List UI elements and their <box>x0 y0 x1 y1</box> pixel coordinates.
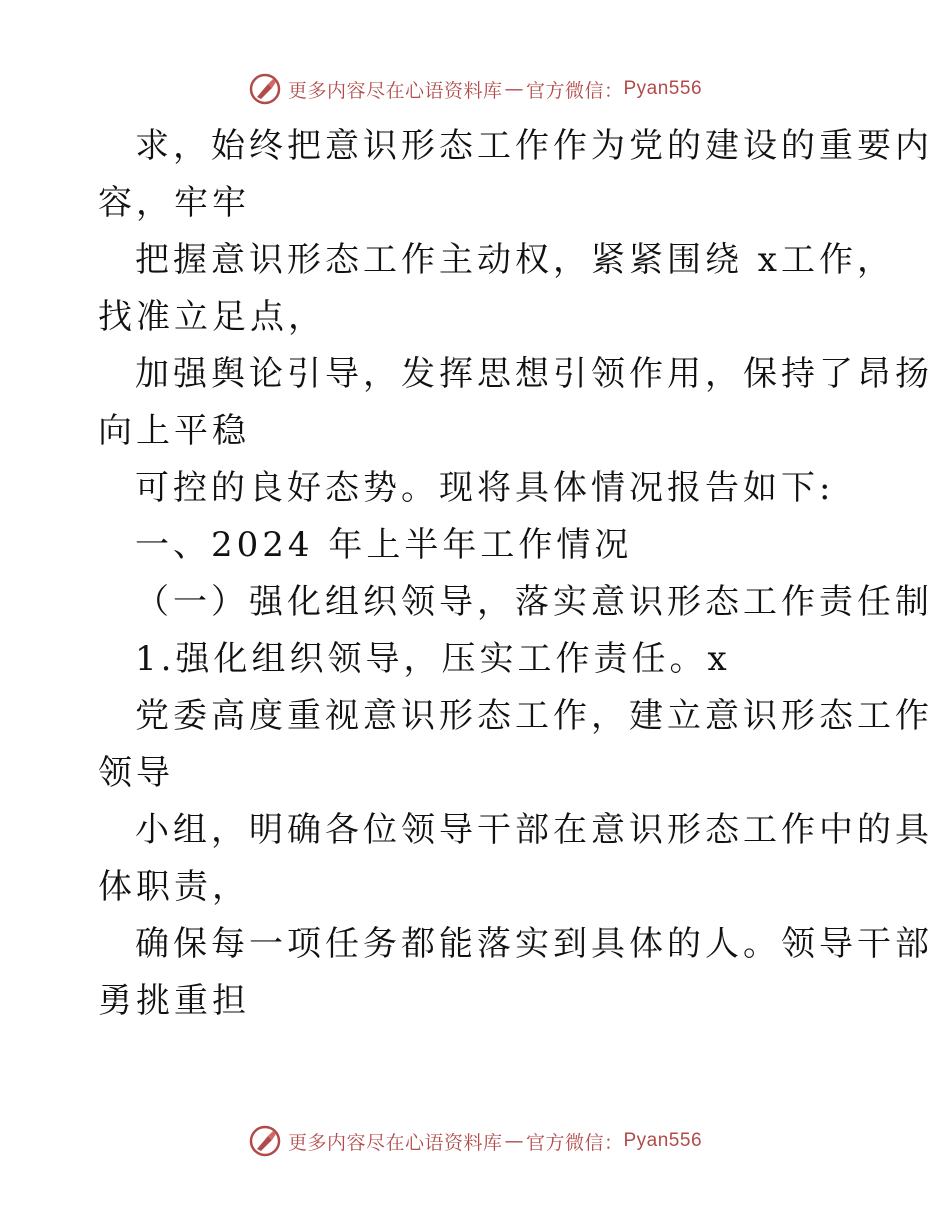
item-heading: 1.强化组织领导，压实工作责任。x <box>135 639 731 679</box>
paragraph-line: 小组，明确各位领导干部在意识形态工作中的具 <box>135 810 933 850</box>
paragraph-line: 向上平稳 <box>98 411 250 451</box>
paragraph-line: 党委高度重视意识形态工作，建立意识形态工作 <box>135 696 933 736</box>
pen-nib-circle-icon <box>248 72 282 106</box>
watermark-separator: — <box>504 1130 524 1152</box>
paragraph-line: 领导 <box>98 753 174 793</box>
watermark-id: Pyan556 <box>623 1130 703 1151</box>
paragraph-line: 加强舆论引导，发挥思想引领作用，保持了昂扬 <box>135 354 933 394</box>
paragraph-line: 体职责， <box>98 867 250 907</box>
paragraph-line: 确保每一项任务都能落实到具体的人。领导干部 <box>135 924 933 964</box>
watermark-text: 更多内容尽在心语资料库 <box>287 1131 503 1154</box>
watermark-separator: — <box>504 78 524 100</box>
header-watermark <box>0 72 950 106</box>
paragraph-line: 可控的良好态势。现将具体情况报告如下: <box>135 468 835 508</box>
paragraph-line: 求，始终把意识形态工作作为党的建设的重要内 <box>135 126 933 166</box>
footer-watermark <box>0 1124 950 1158</box>
paragraph-line: 找准立足点， <box>98 297 326 337</box>
paragraph-line: 把握意识形态工作主动权，紧紧围绕 x工作， <box>135 240 895 280</box>
watermark-contact: 官方微信： <box>525 1131 624 1154</box>
watermark-text: 更多内容尽在心语资料库 <box>287 79 503 102</box>
pen-nib-circle-icon <box>248 1124 282 1158</box>
document-body <box>98 118 933 1030</box>
watermark-contact: 官方微信： <box>525 79 624 102</box>
paragraph-line: 勇挑重担 <box>98 981 250 1021</box>
section-heading: 一、2024 年上半年工作情况 <box>135 525 633 565</box>
subsection-heading: （一）强化组织领导，落实意识形态工作责任制 <box>135 582 933 622</box>
watermark-id: Pyan556 <box>623 78 703 99</box>
paragraph-line: 容，牢牢 <box>98 183 250 223</box>
